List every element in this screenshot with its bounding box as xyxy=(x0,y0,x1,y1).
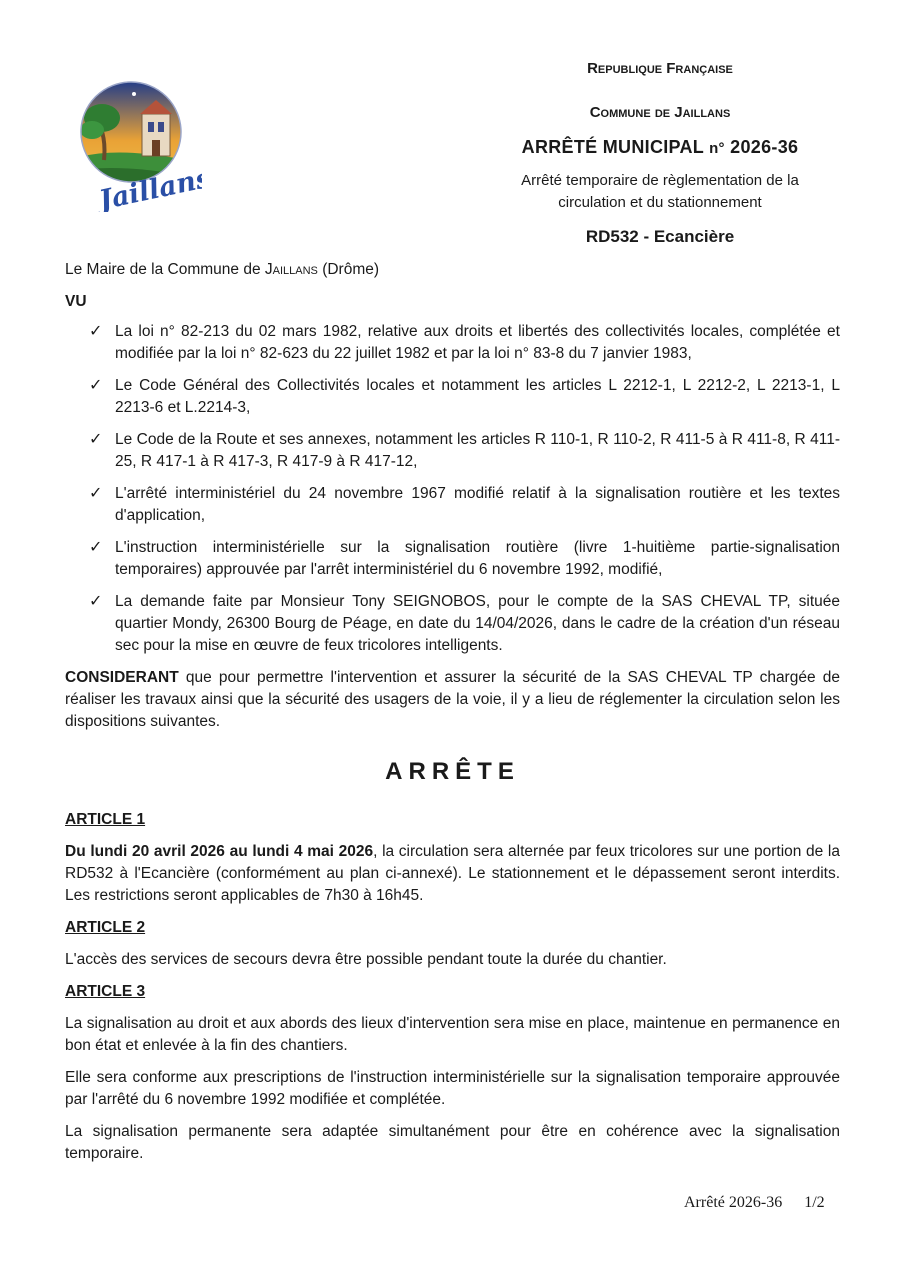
vu-list xyxy=(65,321,840,657)
article-heading: ARTICLE 2 xyxy=(65,919,146,936)
arrete-label: ARRÊTÉ MUNICIPAL xyxy=(521,137,704,157)
vu-item xyxy=(65,537,840,581)
article-3-paragraph: La signalisation au droit et aux abords des lieux d'intervention sera mise en place, maintenue en permanence en bon état et enlevée à la fin des chantiers. xyxy=(65,1015,840,1054)
article-3 xyxy=(65,981,840,1165)
vu-item-text: L'instruction interministérielle sur la signalisation routière (livre 1-huitième partie-signalisation temporaires) approuvée par l'arrêt interministériel du 6 novembre 1992, modifié, xyxy=(115,539,840,578)
vu-item xyxy=(65,375,840,419)
document-header xyxy=(495,58,825,248)
page-number: 1/2 xyxy=(804,1194,825,1211)
arrete-no-prefix: n° xyxy=(709,140,725,157)
article-3-paragraph: La signalisation permanente sera adaptée simultanément pour être en cohérence avec la signalisation temporaire. xyxy=(65,1123,840,1162)
check-icon: ✓ xyxy=(89,539,103,556)
vu-item-text: La loi n° 82-213 du 02 mars 1982, relative aux droits et libertés des collectivités locales, complétée et modifiée par la loi n° 82-623 du 22 juillet 1982 et par la loi n° 83-8 du 7 janvier 1983, xyxy=(115,323,840,362)
considerant-paragraph xyxy=(65,667,840,733)
check-icon: ✓ xyxy=(89,323,103,340)
vu-item xyxy=(65,591,840,657)
vu-heading: VU xyxy=(65,293,87,310)
article-2-text: L'accès des services de secours devra être possible pendant toute la durée du chantier. xyxy=(65,951,667,968)
considerant-lead: CONSIDERANT xyxy=(65,669,179,686)
page-footer xyxy=(684,1192,825,1214)
check-icon: ✓ xyxy=(89,377,103,394)
vu-item-text: Le Code Général des Collectivités locales et notamment les articles L 2212-1, L 2212-2, L 2213-1, L 2213-6 et L.2214-3, xyxy=(115,377,840,416)
article-2 xyxy=(65,917,840,971)
article-heading: ARTICLE 3 xyxy=(65,983,146,1000)
article-3-paragraph: Elle sera conforme aux prescriptions de l'instruction interministérielle sur la signalisation temporaire approuvée par l'arrêté du 6 novembre 1992 modifiée et complétée. xyxy=(65,1069,840,1108)
logo-text: Jaillans xyxy=(96,162,202,212)
vu-item-text: Le Code de la Route et ses annexes, notamment les articles R 110-1, R 110-2, R 411-5 à R 411-8, R 411-25, R 417-1 à R 417-3, R 417-9 à R 417-12, xyxy=(115,431,840,470)
commune-logo xyxy=(76,80,202,212)
vu-item xyxy=(65,321,840,365)
republic-title: Republique Française xyxy=(587,60,733,77)
vu-item xyxy=(65,429,840,473)
arrete-number-line xyxy=(495,136,825,160)
article-1 xyxy=(65,809,840,907)
arrete-title: ARRÊTE xyxy=(385,758,520,785)
maire-suffix: (Drôme) xyxy=(322,261,380,278)
article-heading: ARTICLE 1 xyxy=(65,811,146,828)
vu-item-text: L'arrêté interministériel du 24 novembre 1967 modifié relatif à la signalisation routière et les textes d'application, xyxy=(115,485,840,524)
vu-item xyxy=(65,483,840,527)
maire-line xyxy=(65,259,840,281)
maire-prefix: Le Maire de la Commune de xyxy=(65,261,261,278)
vu-item-text: La demande faite par Monsieur Tony SEIGNOBOS, pour le compte de la SAS CHEVAL TP, située quartier Mondy, 26300 Bourg de Péage, en date du 14/04/2026, dans le cadre de la création d'un réseau sec pour la mise en œuvre de feux tricolores intelligents. xyxy=(115,593,840,654)
check-icon: ✓ xyxy=(89,431,103,448)
arrete-subtitle: Arrêté temporaire de règlementation de la circulation et du stationnement xyxy=(521,172,799,211)
article-1-dates: Du lundi 20 avril 2026 au lundi 4 mai 2026 xyxy=(65,843,374,860)
maire-commune: Jaillans xyxy=(264,261,318,278)
article-1-body: , la circulation sera alternée par feux tricolores sur une portion de la RD532 à l'Ecancière (conformément au plan ci-annexé). Le stationnement et le dépassement seront interdits. Les restrictions seront applicables de 7h30 à 16h45. xyxy=(65,843,840,904)
footer-reference: Arrêté 2026-36 xyxy=(684,1194,783,1211)
check-icon: ✓ xyxy=(89,485,103,502)
considerant-text: que pour permettre l'intervention et assurer la sécurité de la SAS CHEVAL TP chargée de réaliser les travaux ainsi que la sécurité des usagers de la voie, il y a lieu de réglementer la circulation selon les dispositions suivantes. xyxy=(65,669,840,730)
check-icon: ✓ xyxy=(89,593,103,610)
arrete-number: 2026-36 xyxy=(730,137,799,157)
road-title: RD532 - Ecancière xyxy=(585,227,735,246)
commune-title: Commune de Jaillans xyxy=(589,104,731,121)
logo-graphic xyxy=(76,80,202,212)
article-1-text xyxy=(65,841,840,907)
document-body xyxy=(65,259,840,1175)
